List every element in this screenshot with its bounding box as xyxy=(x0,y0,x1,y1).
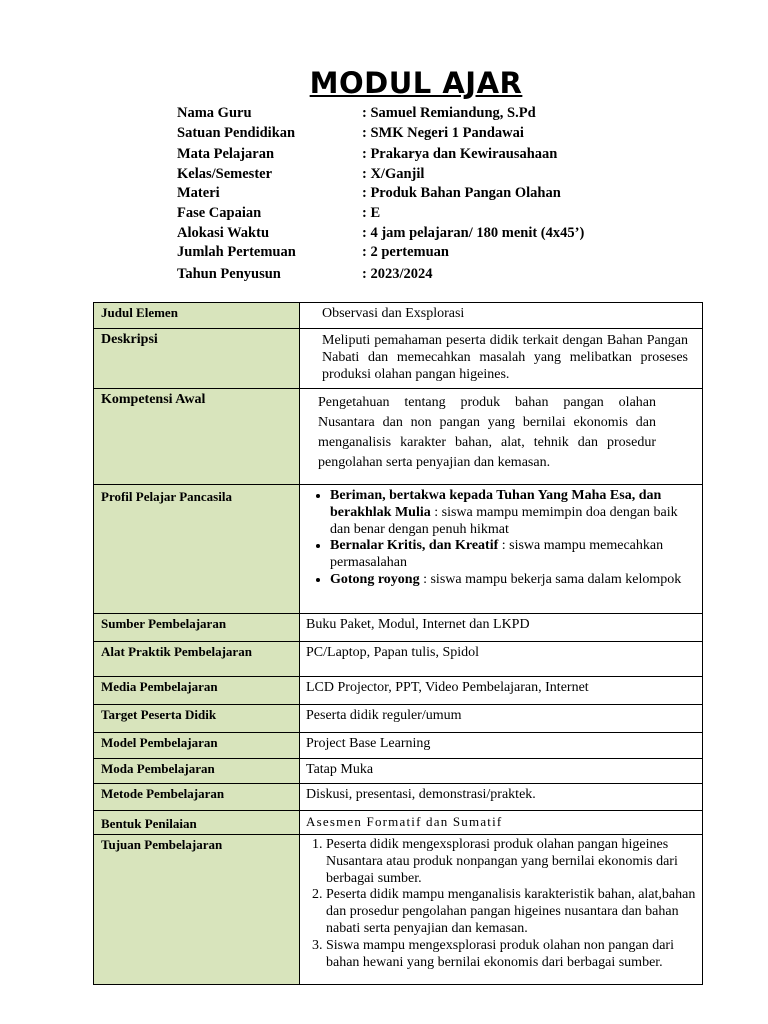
row-label: Sumber Pembelajaran xyxy=(94,614,300,642)
profil-item-title: Gotong royong xyxy=(330,571,420,587)
profil-item-title: Bernalar Kritis, dan Kreatif xyxy=(330,538,499,554)
row-value xyxy=(300,485,703,614)
info-row-materi xyxy=(177,184,597,204)
list-item xyxy=(330,488,699,538)
info-block xyxy=(177,104,597,284)
info-label: Kelas/Semester xyxy=(177,165,273,182)
profil-item-text: : siswa mampu memecahkan permasalahan xyxy=(330,538,664,571)
info-row-nama-guru xyxy=(177,104,597,124)
info-row-jumlah-pertemuan xyxy=(177,243,597,263)
row-label: Target Peserta Didik xyxy=(94,705,300,733)
list-item: 3. Siswa mampu mengexsplorasi produk olahan non pangan dari bahan hewani yang bernilai ekonomis dari berbagai sumber. xyxy=(326,938,699,972)
row-label: Metode Pembelajaran xyxy=(94,784,300,811)
info-label: Fase Capaian xyxy=(177,204,262,221)
row-value: Diskusi, presentasi, demonstrasi/praktek. xyxy=(300,784,703,811)
info-row-tahun-penyusun xyxy=(177,265,597,285)
info-row-satuan-pendidikan xyxy=(177,124,597,144)
row-label: Kompetensi Awal xyxy=(94,389,300,485)
profil-list xyxy=(304,488,699,589)
info-label: Alokasi Waktu xyxy=(177,224,270,241)
info-label: Satuan Pendidikan xyxy=(177,124,296,141)
row-label: Tujuan Pembelajaran xyxy=(94,835,300,985)
info-label: Mata Pelajaran xyxy=(177,146,275,163)
table-row-deskripsi xyxy=(94,329,703,389)
tujuan-list xyxy=(300,837,699,971)
info-row-alokasi-waktu xyxy=(177,224,597,244)
table-row-kompetensi-awal xyxy=(94,389,703,485)
row-label: Deskripsi xyxy=(94,329,300,389)
table-row-tujuan-pembelajaran xyxy=(94,835,703,985)
info-value: : 2 pertemuan xyxy=(362,244,449,261)
info-row-fase-capaian xyxy=(177,204,597,224)
info-label: Materi xyxy=(177,185,220,202)
row-value: Project Base Learning xyxy=(300,733,703,759)
row-label: Bentuk Penilaian xyxy=(94,811,300,835)
table-row-moda-pembelajaran xyxy=(94,759,703,784)
info-value: : E xyxy=(362,204,381,221)
info-value: : Produk Bahan Pangan Olahan xyxy=(362,185,561,202)
row-value: Meliputi pemahaman peserta didik terkait dengan Bahan Pangan Nabati dan memecahkan masalah yang melibatkan proseses produksi olahan pangan higeines. xyxy=(300,329,703,389)
table-row-target-peserta-didik xyxy=(94,705,703,733)
table-row-model-pembelajaran xyxy=(94,733,703,759)
document-title: MODUL AJAR xyxy=(309,66,523,100)
info-label: Tahun Penyusun xyxy=(177,265,281,282)
row-value: Buku Paket, Modul, Internet dan LKPD xyxy=(300,614,703,642)
profil-item-text: : siswa mampu memimpin doa dengan baik dan benar dengan penuh hikmat xyxy=(330,504,678,537)
row-value xyxy=(300,835,703,985)
row-value: LCD Projector, PPT, Video Pembelajaran, Internet xyxy=(300,677,703,705)
table-row-alat-praktik xyxy=(94,642,703,677)
row-value: Observasi dan Exsplorasi xyxy=(300,303,703,329)
profil-item-title: Beriman, bertakwa kepada Tuhan Yang Maha Esa, dan berakhlak Mulia xyxy=(330,488,662,520)
row-label: Media Pembelajaran xyxy=(94,677,300,705)
info-value: : 4 jam pelajaran/ 180 menit (4x45’) xyxy=(362,224,585,241)
row-label: Model Pembelajaran xyxy=(94,733,300,759)
row-value: Peserta didik reguler/umum xyxy=(300,705,703,733)
row-label: Alat Praktik Pembelajaran xyxy=(94,642,300,677)
list-item xyxy=(330,572,699,589)
table-row-profil-pelajar-pancasila xyxy=(94,485,703,614)
info-row-mata-pelajaran xyxy=(177,145,597,165)
info-value: : X/Ganjil xyxy=(362,165,425,182)
row-value: PC/Laptop, Papan tulis, Spidol xyxy=(300,642,703,677)
table-row-sumber-pembelajaran xyxy=(94,614,703,642)
info-value: : Prakarya dan Kewirausahaan xyxy=(362,146,558,163)
info-value: : Samuel Remiandung, S.Pd xyxy=(362,105,536,121)
list-item xyxy=(330,538,699,572)
module-table xyxy=(93,302,703,985)
row-value: Asesmen Formatif dan Sumatif xyxy=(300,811,703,835)
row-label: Moda Pembelajaran xyxy=(94,759,300,784)
row-value: Tatap Muka xyxy=(300,759,703,784)
info-value: : SMK Negeri 1 Pandawai xyxy=(362,124,524,141)
row-label: Judul Elemen xyxy=(94,303,300,329)
info-label: Nama Guru xyxy=(177,105,252,121)
row-value: Pengetahuan tentang produk bahan pangan olahan Nusantara dan non pangan yang bernilai ekonomis dan menganalisis karakter bahan, alat, tehnik dan prosedur pengolahan serta penyajian dan kemasan. xyxy=(300,389,703,485)
info-value: : 2023/2024 xyxy=(362,265,433,282)
list-item: 1. Peserta didik mengexsplorasi produk olahan pangan higeines Nusantara atau produk nonpangan yang bernilai ekonomis dari berbagai sumber. xyxy=(326,837,699,887)
info-row-kelas-semester xyxy=(177,165,597,185)
table-row-media-pembelajaran xyxy=(94,677,703,705)
table-row-judul-elemen xyxy=(94,303,703,329)
row-label: Profil Pelajar Pancasila xyxy=(94,485,300,614)
table-row-bentuk-penilaian xyxy=(94,811,703,835)
list-item: 2. Peserta didik mampu menganalisis karakteristik bahan, alat,bahan dan prosedur pengolahan pangan higeines nusantara dan bahan nabati serta penyajian dan kemasan. xyxy=(326,887,699,937)
table-row-metode-pembelajaran xyxy=(94,784,703,811)
profil-item-text: : siswa mampu bekerja sama dalam kelompok xyxy=(419,571,682,587)
info-label: Jumlah Pertemuan xyxy=(177,244,296,261)
